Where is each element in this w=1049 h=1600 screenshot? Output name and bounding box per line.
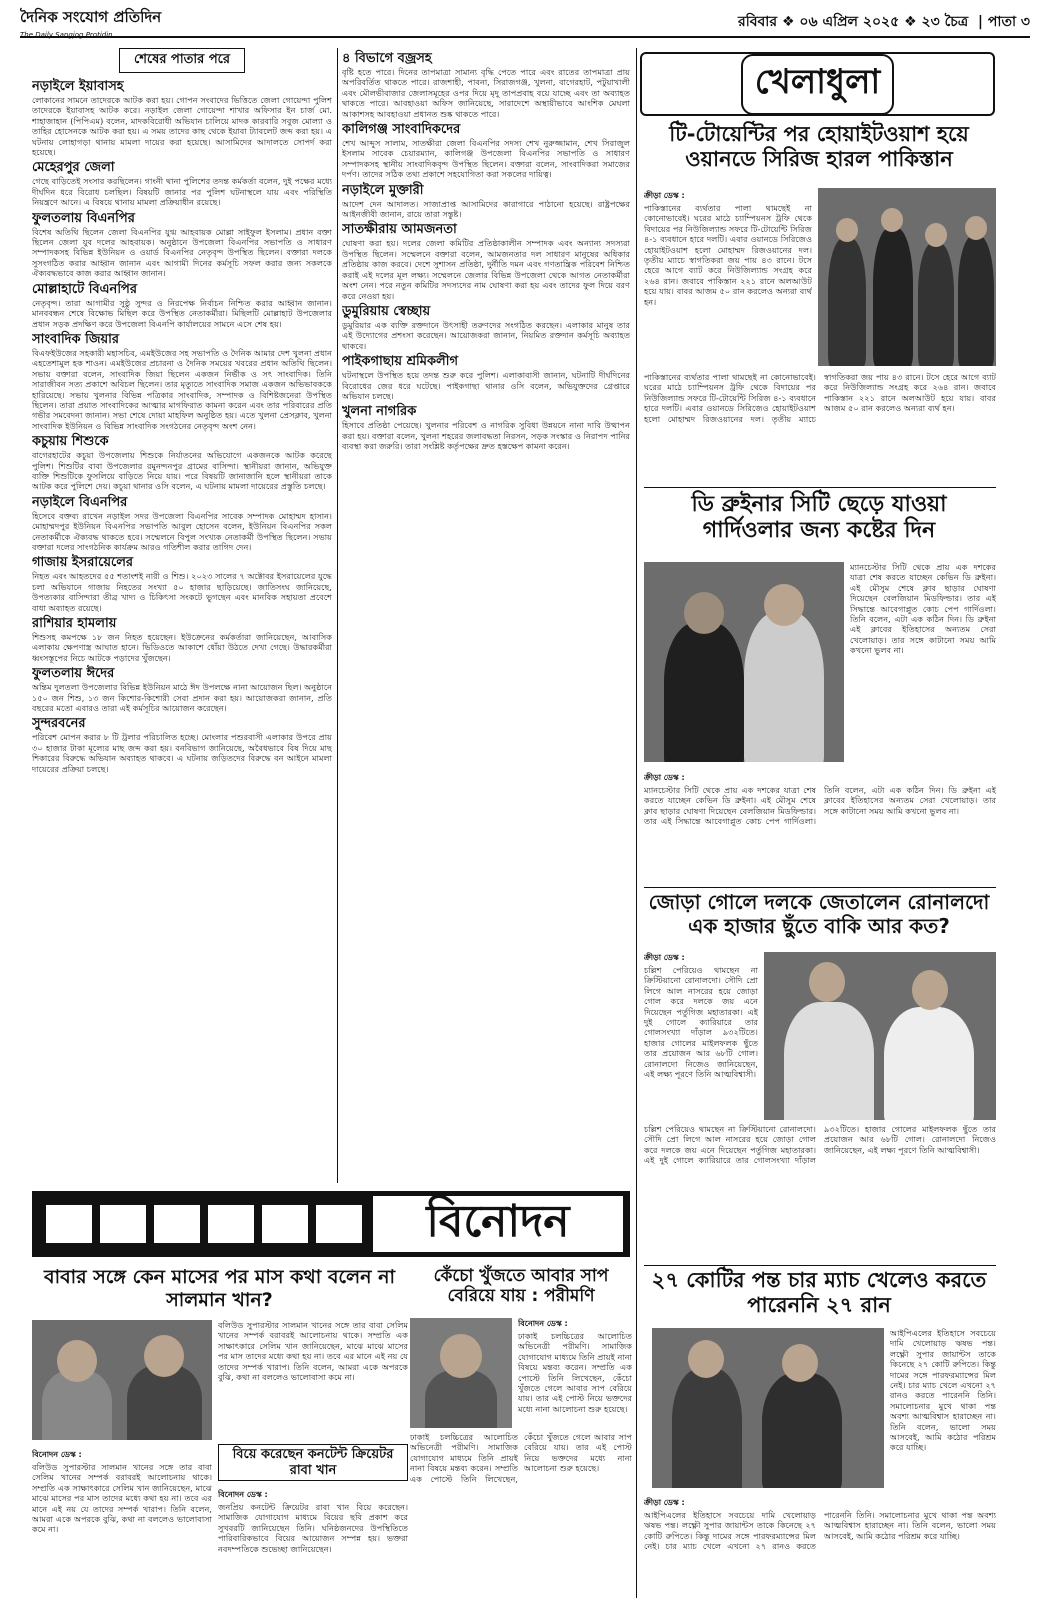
sports-story-4 (890, 1328, 996, 1488)
news-story (32, 332, 332, 431)
news-story (32, 211, 332, 279)
sports-headline-4: ২৭ কোটির পন্ত চার ম্যাচ খেলেও করতে পারেননি ২৭ রান (651, 1268, 987, 1318)
story-body-cont: পাকিস্তানের ব্যর্থতার পালা থামছেই না কোনোভাবেই। ঘরের মাঠে চ্যাম্পিয়নস ট্রফি থেকে বিদায়ের পর নিউজিল্যান্ড সফরে টি-টোয়েন্টি সিরিজ ৪-১ ব্যবধানে হারে দলটি। এবার ওয়ানডে সিরিজেও হোয়াইটওয়াশ হলো মোহাম্মদ রিজওয়ানের দল। তৃতীয় ম্যাচে স্বাগতিকরা জয় পায় ৪৩ রানে। টসে হেরে আগে ব্যাট করে নিউজিল্যান্ড সংগ্রহ করে ২৬৪ রান। জবাবে পাকিস্তান ২২১ রানে অলআউট হয়ে যায়। বাবর আজম ৫০ রান করলেও অন্যরা ব্যর্থ হন। (644, 372, 996, 424)
sports-story-1-cont (644, 372, 996, 482)
story-body: হিসাবে প্রতিষ্ঠা পেয়েছে। খুলনার পরিবেশ ও নাগরিক সুবিধা উন্নয়নে নানা দাবি উত্থাপন করা হয়। বক্তারা বলেন, খুলনা শহরের জলাবদ্ধতা নিরসন, সড়ক সংস্কার ও নিরাপদ পানির ব্যবস্থা করা জরুরি। তারা সংশ্লিষ্ট কর্তৃপক্ষের দ্রুত হস্তক্ষেপ কামনা করেন। (342, 420, 630, 452)
ent-story-2 (518, 1318, 632, 1428)
story-body-cont: ম্যানচেস্টার সিটি থেকে প্রায় এক দশকের যাত্রা শেষ করতে যাচ্ছেন কেভিন ডি ব্রুইনা। এই মৌসুম শেষে ক্লাব ছাড়ার ঘোষণা দিয়েছেন বেলজিয়ান মিডফিল্ডার। তার এই সিদ্ধান্তে আবেগাপ্লুত কোচ পেপ গার্দিওলা। তিনি বলেন, এটা এক কঠিন দিন। ডি ব্রুইনা এই ক্লাবের ইতিহাসের অন্যতম সেরা খেলোয়াড়। তার সঙ্গে কাটানো সময় আমি কখনো ভুলব না। (644, 785, 996, 827)
story-body: বৃষ্টি হতে পারে। দিনের তাপমাত্রা সামান্য বৃদ্ধি পেতে পারে এবং রাতের তাপমাত্রা প্রায় অপরিবর্তিত থাকতে পারে। রাজশাহী, পাবনা, সিরাজগঞ্জ, খুলনা, বাগেরহাট, পটুয়াখালী এবং মৌলভীবাজার জেলাসমূহের ওপর দিয়ে মৃদু তাপপ্রবাহ বয়ে যাচ্ছে এবং তা অব্যাহত থাকতে পারে। আবহাওয়া অফিস জানিয়েছে, সারাদেশে অস্থায়ীভাবে আংশিক মেঘলা আকাশসহ আবহাওয়া প্রধানত শুষ্ক থাকতে পারে। (342, 67, 630, 119)
byline: ক্রীড়া ডেস্ক : (644, 191, 685, 200)
section-title: শেষের পাতার পরে (119, 48, 245, 73)
story-body: বলিউড সুপারস্টার সালমান খানের সঙ্গে তার বাবা সেলিম খানের সম্পর্ক বরাবরই আলোচনায় থাকে। সম্প্রতি এক সাক্ষাৎকারে সেলিম খান জানিয়েছেন, মাঝে মাঝে মাসের পর মাস তাদের মধ্যে কথা হয় না। তবে এর মানে এই নয় যে তাদের সম্পর্ক খারাপ। তিনি বলেন, আমরা একে অপরকে বুঝি, কথা না বললেও ভালোবাসা কমে না। (218, 1320, 408, 1383)
pant-photo (652, 1328, 884, 1488)
byline: ক্রীড়া ডেস্ক : (644, 1498, 685, 1507)
story-body: ঢাকাই চলচ্চিত্রের আলোচিত অভিনেত্রী পরীমণি। সামাজিক যোগাযোগ মাধ্যমে তিনি প্রায়ই নানা বিষয়ে মন্তব্য করেন। সম্প্রতি এক পোস্টে তিনি লিখেছেন, কেঁচো খুঁজতে গেলে আবার সাপ বেরিয়ে যায়। তার এই পোস্ট নিয়ে ভক্তদের মধ্যে নানা আলোচনা শুরু হয়েছে। (518, 1331, 632, 1414)
sports-story-2-cont (644, 765, 996, 885)
story-headline: সাংবাদিক জিয়ার (32, 331, 120, 347)
story-headline: মোল্লাহাটে বিএনপির (32, 281, 138, 297)
news-story (32, 79, 332, 157)
story-body: নেতৃবৃন্দ। তারা আগামীর সুষ্ঠু সুন্দর ও নিরপেক্ষ নির্বাচন নিশ্চিত করার আহ্বান জানান। মানববন্ধন শেষে বিক্ষোভ মিছিল করে উপস্থিত নেতাকর্মীরা। মিছিলটি মোল্লাহাট উপজেলার প্রধান সড়ক প্রদক্ষিণ করে উপজেলা বিএনপি কার্যালয়ের সামনে এসে শেষ হয়। (32, 297, 332, 329)
story-headline: খুলনা নাগরিক (342, 404, 417, 420)
sports-story-2 (850, 562, 996, 762)
masthead (20, 8, 1030, 38)
story-body: শিশুসহ কমপক্ষে ১৮ জন নিহত হয়েছেন। ইউক্রেনের কর্মকর্তারা জানিয়েছেন, আবাসিক এলাকায় ক্ষেপণাস্ত্র আঘাত হানে। ভিডিওতে আকাশে ধোঁয়া উঠতে দেখা গেছে। উদ্ধারকর্মীরা ধ্বংসস্তূপের নিচে আটকে পড়াদের খুঁজছেন। (32, 632, 332, 663)
story-headline: নড়াইলে মুক্তারী (342, 182, 424, 198)
ronaldo-photo (764, 952, 996, 1120)
story-body: বিএফইউজের সহকারী মহাসচিব, এমইউজের সহ সভাপতি ও দৈনিক আমার দেশ খুলনা প্রধান এহতেশামুল হক শাওন। এমইউজের প্রচারনা ও দৈনিক সময়ের খবরের প্রধান অতিথি ছিলেন। সভায় বক্তারা বলেন, সাংবাদিক জিয়া ছিলেন একজন নির্ভীক ও সৎ সাংবাদিক। তিনি সারাজীবন সত্য প্রকাশে অবিচল ছিলেন। তার মৃত্যুতে সাংবাদিক সমাজ একজন অভিভাবককে হারিয়েছে। সভায় খুলনার বিভিন্ন পত্রিকার সাংবাদিক, সম্পাদক ও বিশিষ্টজনেরা উপস্থিত ছিলেন। তারা প্রয়াত সাংবাদিকের আত্মার মাগফিরাত কামনা করেন এবং তার পরিবারের প্রতি গভীর সমবেদনা জানান। সভা শেষে দোয়া মাহফিল অনুষ্ঠিত হয়। এতে খুলনা প্রেসক্লাব, খুলনা সাংবাদিক ইউনিয়ন ও বিভিন্ন সাংবাদিক সংগঠনের নেতৃবৃন্দ অংশ নেন। (32, 347, 332, 431)
sports-story-1 (644, 190, 812, 370)
story-headline: ৪ বিভাগে বজ্রসহ (342, 51, 432, 66)
story-headline: ডুমুরিয়ায় স্বেচ্ছায় (342, 303, 431, 319)
story-body: ঘোষণা করা হয়। দলের জেলা কমিটির প্রতিষ্ঠাকালীন সম্পাদক এবং অন্যান্য সদস্যরা উপস্থিত ছিলেন। সম্মেলনে বক্তারা বলেন, আমজনতার দল সাধারণ মানুষের অধিকার প্রতিষ্ঠায় কাজ করবে। দেশে সুশাসন প্রতিষ্ঠা, দুর্নীতি দমন এবং গণতান্ত্রিক পরিবেশ নিশ্চিত করাই এই দলের মূল লক্ষ্য। সম্মেলনে জেলার বিভিন্ন উপজেলা থেকে আগত নেতাকর্মীরা অংশ নেন। পরে নতুন কমিটির সদস্যদের নাম ঘোষণা করা হয় এবং তাদের ফুল দিয়ে বরণ করে নেওয়া হয়। (342, 238, 630, 301)
ent-headline-2: কেঁচো খুঁজতে আবার সাপ বেরিয়ে যায় : পরীমণি (433, 1266, 609, 1307)
story-headline: মেহেরপুর জেলা (32, 160, 115, 176)
guardiola-debruyne-photo (644, 562, 844, 762)
news-story (342, 404, 630, 451)
story-body-cont: আইপিএলের ইতিহাসে সবচেয়ে দামি খেলোয়াড় ঋষভ পন্ত। লক্ষ্ণৌ সুপার জায়ান্টস তাকে কিনেছে ২৭ কোটি রুপিতে। কিন্তু দামের সঙ্গে পারফরম্যান্সের মিল নেই। চার ম্যাচ খেলে এখনো ২৭ রানও করতে পারেননি তিনি। সমালোচনার মুখে থাকা পন্ত অবশ্য আত্মবিশ্বাস হারাচ্ছেন না। তিনি বলেন, ভালো সময় আসবেই, আমি কঠোর পরিশ্রম করে যাচ্ছি। (644, 1510, 996, 1552)
byline: বিনোদন ডেস্ক : (518, 1319, 568, 1328)
sports-story-3-cont (644, 1124, 996, 1260)
story-body: বাগেরহাটের কচুয়া উপজেলায় শিশুকে নির্যাতনের অভিযোগে একজনকে আটক করেছে পুলিশ। শিশুটির বাবা উপজেলার রমুনন্দনপুর গ্রামের বাসিন্দা। স্থানীয়রা জানান, অভিযুক্ত ব্যক্তি শিশুটিকে ফুসলিয়ে বাড়িতে নিয়ে যায়। পরে বিষয়টি জানাজানি হলে স্থানীয়রা তাকে আটক করে পুলিশে দেয়। কচুয়া থানার ওসি বলেন, এ ঘটনায় মামলা দায়েরের প্রস্তুতি চলছে। (32, 450, 332, 492)
story-body: শেখ আব্দুস সালাম, সাতক্ষীরা জেলা বিএনপির সদস্য শেখ নুরুজ্জামান, শেখ সিরাজুল ইসলাম সাবেক চেয়ারম্যান, কালিগঞ্জ উপজেলা বিএনপির সভাপতি ও সাধারণ সম্পাদকসহ স্থানীয় সাংবাদিকবৃন্দ উপস্থিত ছিলেন। বক্তারা বলেন, সাংবাদিকরা সমাজের দর্পণ। তাদের সঠিক তথ্য প্রকাশে সহযোগিতা করা সকলের দায়িত্ব। (342, 138, 630, 180)
ent-story-3 (218, 1482, 408, 1597)
ent-story-1-cont (32, 1442, 212, 1597)
story-headline: নড়াইলে বিএনপির (32, 494, 128, 510)
story-body-cont: ঢাকাই চলচ্চিত্রের আলোচিত অভিনেত্রী পরীমণি। সামাজিক যোগাযোগ মাধ্যমে তিনি প্রায়ই নানা বিষয়ে মন্তব্য করেন। সম্প্রতি এক পোস্টে তিনি লিখেছেন, কেঁচো খুঁজতে গেলে আবার সাপ বেরিয়ে যায়। তার এই পোস্ট নিয়ে ভক্তদের মধ্যে নানা আলোচনা শুরু হয়েছে। (410, 1432, 632, 1484)
story-body-cont: চল্লিশ পেরিয়েও থামছেন না ক্রিস্টিয়ানো রোনালদো। সৌদি প্রো লিগে আল নাসরের হয়ে জোড়া গোল করে দলকে জয় এনে দিয়েছেন পর্তুগিজ মহাতারকা। এই দুই গোলে ক্যারিয়ারে তার গোলসংখ্যা দাঁড়াল ৯৩২টিতে। হাজার গোলের মাইলফলক ছুঁতে তার প্রয়োজন আর ৬৮টি গোল। রোনালদো নিজেও জানিয়েছেন, এই লক্ষ্য পূরণে তিনি আত্মবিশ্বাসী। (644, 1124, 996, 1166)
news-story (32, 666, 332, 713)
story-headline: সুন্দরবনের (32, 716, 86, 732)
story-body: ঘটনাস্থলে উপস্থিত হয়ে তদন্ত শুরু করে পুলিশ। এলাকাবাসী জানান, ঘটনাটি দীর্ঘদিনের বিরোধের জের ধরে ঘটেছে। পাইকগাছা থানার ওসি বলেন, অভিযুক্তদের গ্রেপ্তারে অভিযান চলছে। (342, 370, 630, 401)
story-headline: কালিগঞ্জ সাংবাদিকদের (342, 122, 461, 138)
byline: ক্রীড়া ডেস্ক : (644, 773, 685, 782)
story-headline: গাজায় ইসরায়েলের (32, 555, 134, 571)
sports-headline-3: জোড়া গোলে দলকে জেতালেন রোনালদো এক হাজার ছুঁতে বাকি আর কত? (648, 890, 990, 938)
story-headline: ফুলতলায় বিএনপির (32, 210, 135, 226)
story-body: ম্যানচেস্টার সিটি থেকে প্রায় এক দশকের যাত্রা শেষ করতে যাচ্ছেন কেভিন ডি ব্রুইনা। এই মৌসুম শেষে ক্লাব ছাড়ার ঘোষণা দিয়েছেন বেলজিয়ান মিডফিল্ডার। তার এই সিদ্ধান্তে আবেগাপ্লুত কোচ পেপ গার্দিওলা। তিনি বলেন, এটা এক কঠিন দিন। ডি ব্রুইনা এই ক্লাবের ইতিহাসের অন্যতম সেরা খেলোয়াড়। তার সঙ্গে কাটানো সময় আমি কখনো ভুলব না। (850, 562, 996, 656)
story-body: নিহত এবং আহতদের ৫৫ শতাংশই নারী ও শিশু। ২০২৩ সালের ৭ অক্টোবর ইসরায়েলের যুদ্ধে চলা অভিযানে গাজায় নিহতের সংখ্যা ৫০ হাজার ছাড়িয়েছে। জাতিসংঘ জানিয়েছে, উপত্যকার বাসিন্দারা তীব্র খাদ্য ও চিকিৎসা সংকটে ভুগছেন এবং মানবিক সহায়তা প্রবেশে বাধা অব্যাহত রয়েছে। (32, 571, 332, 613)
news-story (342, 354, 630, 401)
story-body-cont: বলিউড সুপারস্টার সালমান খানের সঙ্গে তার বাবা সেলিম খানের সম্পর্ক বরাবরই আলোচনায় থাকে। সম্প্রতি এক সাক্ষাৎকারে সেলিম খান জানিয়েছেন, মাঝে মাঝে মাসের পর মাস তাদের মধ্যে কথা হয় না। তবে এর মানে এই নয় যে তাদের সম্পর্ক খারাপ। তিনি বলেন, আমরা একে অপরকে বুঝি, কথা না বললেও ভালোবাসা কমে না। (32, 1462, 212, 1535)
ent-headline-3: বিয়ে করেছেন কনটেন্ট ক্রিয়েটর রাবা খান (218, 1444, 408, 1481)
news-story (32, 495, 332, 553)
newspaper-logo (20, 6, 161, 39)
sports-banner-text: খেলাধুলা (741, 54, 895, 115)
story-body: আদেশ দেন আদালত। সাজাপ্রাপ্ত আসামিদের কারাগারে পাঠানো হয়েছে। রাষ্ট্রপক্ষের আইনজীবী জানান, রায়ে তারা সন্তুষ্ট। (342, 198, 630, 220)
story-headline: রাশিয়ার হামলায় (32, 616, 117, 632)
news-story (32, 434, 332, 492)
logo-tagline: The Daily Sangjog Protidin (20, 30, 113, 39)
story-body: চল্লিশ পেরিয়েও থামছেন না ক্রিস্টিয়ানো রোনালদো। সৌদি প্রো লিগে আল নাসরের হয়ে জোড়া গোল করে দলকে জয় এনে দিয়েছেন পর্তুগিজ মহাতারকা। এই দুই গোলে ক্যারিয়ারে তার গোলসংখ্যা দাঁড়াল ৯৩২টিতে। হাজার গোলের মাইলফলক ছুঁতে তার প্রয়োজন আর ৬৮টি গোল। রোনালদো নিজেও জানিয়েছেন, এই লক্ষ্য পূরণে তিনি আত্মবিশ্বাসী। (644, 965, 758, 1080)
news-story (342, 222, 630, 300)
logo-text: দৈনিক সংযোগ প্রতিদিন (20, 7, 162, 26)
story-body: হিসেবে বক্তব্য রাখেন নড়াইল সদর উপজেলা বিএনপির সাবেক সম্পাদক মোহাম্মদ হাসান। মোহাম্মদপুর ইউনিয়ন বিএনপির সভাপতি আবুল হোসেন বলেন, ইউনিয়ন বিএনপির সকল নেতাকর্মীকে ঐক্যবদ্ধ থাকতে হবে। সম্মেলনে বিপুল সংখ্যক নেতাকর্মী উপস্থিত ছিলেন। সভায় বক্তারা দলের সাংগঠনিক কার্যক্রম আরও গতিশীল করার তাগিদ দেন। (32, 510, 332, 552)
news-story (32, 160, 332, 207)
news-story (32, 555, 332, 613)
story-body: আইপিএলের ইতিহাসে সবচেয়ে দামি খেলোয়াড় ঋষভ পন্ত। লক্ষ্ণৌ সুপার জায়ান্টস তাকে কিনেছে ২৭ কোটি রুপিতে। কিন্তু দামের সঙ্গে পারফরম্যান্সের মিল নেই। চার ম্যাচ খেলে এখনো ২৭ রানও করতে পারেননি তিনি। সমালোচনার মুখে থাকা পন্ত অবশ্য আত্মবিশ্বাস হারাচ্ছেন না। তিনি বলেন, ভালো সময় আসবেই, আমি কঠোর পরিশ্রম করে যাচ্ছি। (890, 1328, 996, 1453)
news-story (342, 122, 630, 180)
news-story (342, 183, 630, 220)
news-story (32, 282, 332, 329)
story-headline: কচুয়ায় শিশুকে (32, 434, 109, 450)
story-body: পরিবেশ মোপন করার ৮ টি ট্রলার পরিচালিত হচ্ছে। মোংলার পশুরবাসী এলাকার উপরে প্রায় ৩০ হাজার টাকা মূল্যের মাছ জব্দ করা হয়। বনবিভাগ জানিয়েছে, অবৈধভাবে বিষ দিয়ে মাছ শিকারের বিরুদ্ধে অভিযান অব্যাহত থাকবে। এ ঘটনায় জড়িতদের বিরুদ্ধে বন আইনে মামলা দায়েরের প্রক্রিয়া চলছে। (32, 732, 332, 774)
story-headline: ফুলতলায় ঈদের (32, 666, 115, 682)
issue-date: রবিবার ❖ ০৬ এপ্রিল ২০২৫ ❖ ২৩ চৈত্র (738, 14, 969, 30)
sports-story-4-cont (644, 1490, 996, 1595)
story-headline: পাইকগাছায় শ্রমিকলীগ (342, 354, 458, 370)
story-body: জনপ্রিয় কনটেন্ট ক্রিয়েটর রাবা খান বিয়ে করেছেন। সামাজিক যোগাযোগ মাধ্যমে বিয়ের ছবি প্রকাশ করে সুখবরটি জানিয়েছেন তিনি। ঘনিষ্ঠজনদের উপস্থিতিতে পারিবারিকভাবে বিয়ের আয়োজন সম্পন্ন হয়। ভক্তরা নবদম্পতিকে শুভেচ্ছা জানিয়েছেন। (218, 1502, 408, 1554)
entertainment-banner-text: বিনোদন (373, 1196, 623, 1252)
sports-banner (640, 52, 995, 116)
entertainment-banner (32, 1191, 630, 1257)
left-column (32, 48, 332, 1183)
sports-story-3 (644, 952, 758, 1120)
news-story (342, 51, 630, 119)
story-body: লোকানের সামনে তাদেরকে আটক করা হয়। গোপন সংবাদের ভিত্তিতে জেলা গোয়েন্দা পুলিশ তাদেরকে ইয়াবাসহ আটক করে। নড়াইল জেলা গোয়েন্দা শাখার অফিসার ইন চার্জ মো. শাহাজাহান (পিপিএম) বলেন, মাদকবিরোধী অভিযান চালিয়ে মাদক কারবারি সবুজ মোল্যা ও তাহির হোসেনকে আটক করা হয়। এ সময় তাদের কাছ থেকে ইয়াবা ট্যাবলেট জব্দ করা হয়। এ ঘটনায় লোহাগড়া থানায় মামলা দায়ের করা হয়েছে। আসামিদের আদালতে সোপর্দ করা হয়েছে। (32, 95, 332, 158)
pakistan-cricket-photo (818, 188, 996, 366)
story-headline: সাতক্ষীরায় আমজনতা (342, 222, 457, 238)
byline: ক্রীড়া ডেস্ক : (644, 953, 685, 962)
news-story (32, 616, 332, 663)
news-story (32, 716, 332, 774)
story-body: অন্তিম দুলতলা উপজেলার বিভিন্ন ইউনিয়ন মাঠে ঈদ উপলক্ষে নানা আয়োজন ছিল। অনুষ্ঠানে ১৫০ জন শিশু, ১৩ জন কিশোর-কিশোরী সেবা প্রদান করা হয়। আয়োজকরা জানান, প্রতি বছরের মতো এবারও তারা এই কর্মসূচির আয়োজন করেছেন। (32, 682, 332, 714)
sports-headline-2: ডি ব্রুইনার সিটি ছেড়ে যাওয়া গার্দিওলার জন্য কষ্টের দিন (691, 492, 947, 544)
salman-salim-photo (32, 1320, 212, 1440)
date-line: রবিবার ❖ ০৬ এপ্রিল ২০২৫ ❖ ২৩ চৈত্র | পাতা ৩ (738, 14, 1030, 30)
byline: বিনোদন ডেস্ক : (32, 1450, 82, 1459)
story-body: ডুমুরিয়ার এক ব্যক্তি রক্তদানে উৎসাহী তরুণদের সংগঠিত করছেন। এলাকার মানুষ তার এই উদ্যোগের প্রশংসা করেছেন। আয়োজকরা জানান, নিয়মিত রক্তদান কর্মসূচি অব্যাহত থাকবে। (342, 319, 630, 351)
mid-story-list (342, 51, 630, 452)
story-headline: নড়াইলে ইয়াবাসহ (32, 79, 124, 94)
ent-story-1 (218, 1320, 408, 1440)
byline: বিনোদন ডেস্ক : (218, 1490, 268, 1499)
page-number: পাতা ৩ (987, 14, 1030, 30)
ent-story-2-cont (410, 1432, 632, 1597)
news-story (342, 304, 630, 351)
story-body: গেছে বাড়িতেই সংসার করছিলেন। গাংনী থানা পুলিশের তদন্ত কর্মকর্তা বলেন, দুই পক্ষের মধ্যে দীর্ঘদিন ধরে বিরোধ চলছিল। বিষয়টি জানার পর পুলিশ ঘটনাস্থলে যায় এবং পরিস্থিতি নিয়ন্ত্রণে আনে। এ বিষয়ে থানায় মামলা প্রক্রিয়াধীন রয়েছে। (32, 176, 332, 208)
story-body: পাকিস্তানের ব্যর্থতার পালা থামছেই না কোনোভাবেই। ঘরের মাঠে চ্যাম্পিয়নস ট্রফি থেকে বিদায়ের পর নিউজিল্যান্ড সফরে টি-টোয়েন্টি সিরিজ ৪-১ ব্যবধানে হারে দলটি। এবার ওয়ানডে সিরিজেও হোয়াইটওয়াশ হলো মোহাম্মদ রিজওয়ানের দল। তৃতীয় ম্যাচে স্বাগতিকরা জয় পায় ৪৩ রানে। টসে হেরে আগে ব্যাট করে নিউজিল্যান্ড সংগ্রহ করে ২৬৪ রান। জবাবে পাকিস্তান ২২১ রানে অলআউট হয়ে যায়। বাবর আজম ৫০ রান করলেও অন্যরা ব্যর্থ হন। (644, 203, 812, 307)
sports-headline-1: টি-টোয়েন্টির পর হোয়াইটওয়াশ হয়ে ওয়ানডে সিরিজ হারল পাকিস্তান (669, 122, 969, 172)
left-story-list (32, 79, 332, 774)
porimoni-photo (410, 1318, 512, 1428)
mid-column (342, 48, 630, 1183)
ent-headline-1: বাবার সঙ্গে কেন মাসের পর মাস কথা বলেন না সালমান খান? (44, 1266, 395, 1311)
story-body: বিশেষ অতিথি ছিলেন জেলা বিএনপির যুগ্ম আহবায়ক মোল্লা সাইফুল ইসলাম। প্রধান বক্তা ছিলেন জেলা যুব দলের আহবায়ক। অনুষ্ঠানে উপজেলা বিএনপির সভাপতি ও সাধারণ সম্পাদকসহ বিভিন্ন ইউনিয়ন ও ওয়ার্ড বিএনপির নেতৃবৃন্দ উপস্থিত ছিলেন। বক্তারা দলকে সুসংগঠিত করার আহ্বান জানান এবং আগামী দিনের কর্মসূচি সফল করার জন্য সকলকে ঐক্যবদ্ধভাবে কাজ করার আহ্বান জানান। (32, 226, 332, 279)
